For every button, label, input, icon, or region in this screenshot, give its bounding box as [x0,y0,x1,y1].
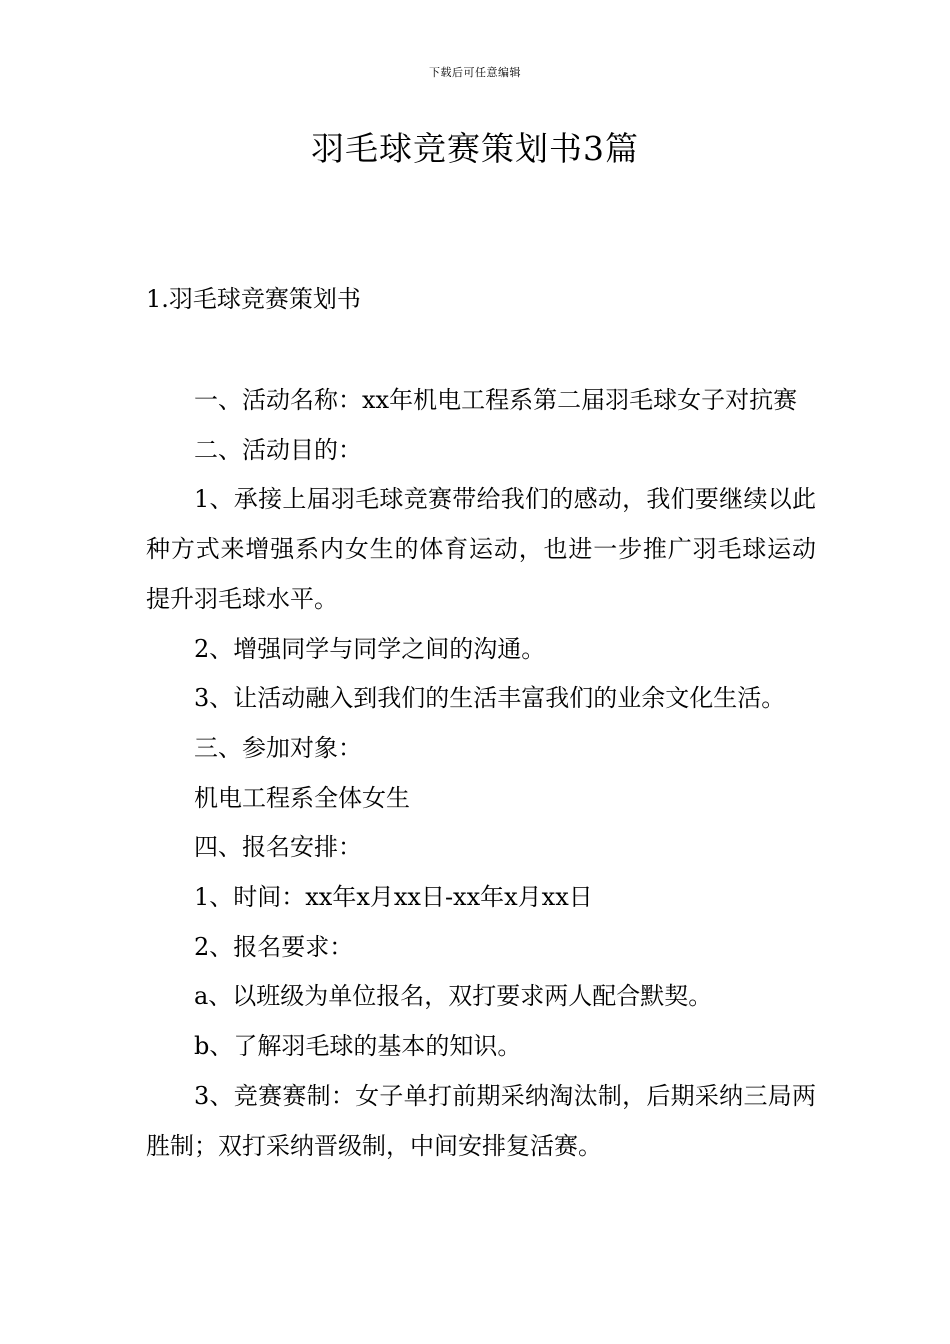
paragraph-registration-time: 1、时间：xx年x月xx日-xx年x月xx日 [194,883,593,912]
paragraph-purpose-1: 1、承接上届羽毛球竞赛带给我们的感动，我们要继续以此种方式来增强系内女生的体育运动，也进一步推广羽毛球运动提升羽毛球水平。 [146,485,816,613]
paragraph-activity-purpose-heading: 二、活动目的： [194,435,362,464]
paragraph-requirement-a: a、以班级为单位报名，双打要求两人配合默契。 [194,982,713,1011]
header-note: 下载后可任意编辑 [429,66,521,79]
paragraph-requirement-b: b、了解羽毛球的基本的知识。 [194,1032,522,1061]
paragraph-competition-format: 3、竞赛赛制：女子单打前期采纳淘汰制，后期采纳三局两胜制；双打采纳晋级制，中间安排复活赛。 [146,1081,816,1160]
paragraph-registration-requirements: 2、报名要求： [194,932,354,961]
paragraph-purpose-3: 3、让活动融入到我们的生活丰富我们的业余文化生活。 [194,684,786,713]
paragraph-participants-heading: 三、参加对象： [194,733,362,762]
document-title: 羽毛球竞赛策划书3篇 [311,129,639,168]
paragraph-participants: 机电工程系全体女生 [194,783,410,812]
paragraph-purpose-2: 2、增强同学与同学之间的沟通。 [194,634,546,663]
section-heading: 1.羽毛球竞赛策划书 [146,285,361,313]
paragraph-registration-heading: 四、报名安排： [194,833,362,862]
document-body [146,376,816,1171]
paragraph-activity-name: 一、活动名称：xx年机电工程系第二届羽毛球女子对抗赛 [194,386,798,414]
